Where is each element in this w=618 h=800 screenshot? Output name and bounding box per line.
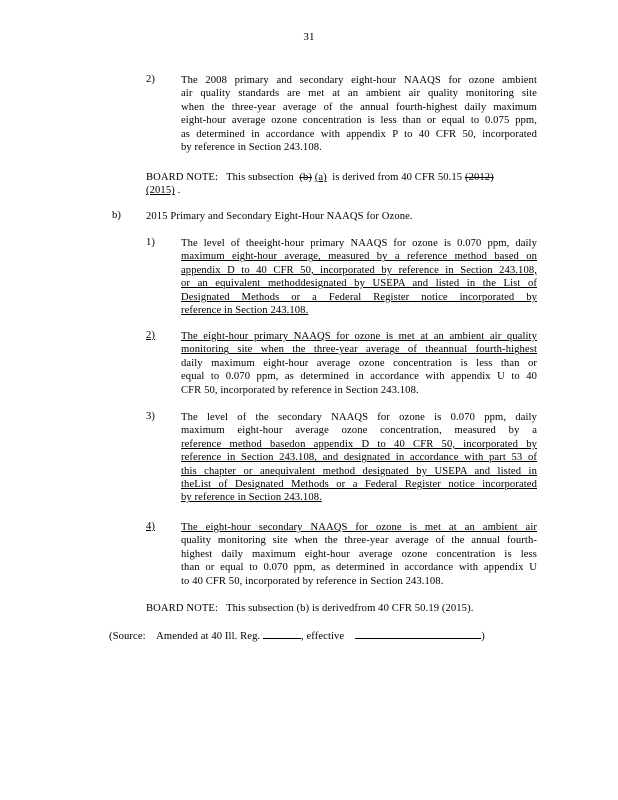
effective-date-blank: [355, 629, 481, 639]
board-note-line: [146, 602, 473, 615]
inserted-text-line: monitoring site when the three-year average of theannual fourth-highest: [181, 344, 537, 356]
board-note-line: [146, 184, 536, 197]
text-line: air quality standards are met at an ambient air quality monitoring site: [181, 88, 537, 100]
deleted-year: (2012): [464, 172, 494, 183]
item-number: 1): [146, 237, 156, 248]
item-number: 2): [146, 330, 156, 341]
inserted-reference: (a): [314, 172, 327, 183]
board-note-line: [146, 171, 536, 184]
text-line: as determined in accordance with appendix P to 40 CFR 50, incorporated: [181, 128, 537, 140]
text-line: eight-hour average ozone concentration is less than or equal to 0.075 ppm,: [181, 115, 537, 127]
text-line: by reference in Section 243.108.: [181, 142, 322, 154]
register-blank: [263, 629, 301, 639]
text-line: highest daily maximum eight-hour average ozone concentration is less: [181, 548, 537, 560]
text-line: quality monitoring site when the three-year average of the annual fourth-: [181, 535, 537, 547]
board-note-text: This subsection: [226, 172, 294, 183]
inserted-text-line: or an equivalent methoddesignated by USEPA and listed in the List of: [181, 278, 537, 290]
inserted-text-line: The eight-hour primary NAAQS for ozone is met at an ambient air quality: [181, 331, 537, 342]
b1-paragraph: [181, 237, 537, 317]
board-note-label: BOARD NOTE:: [146, 172, 219, 183]
board-note-label: BOARD NOTE:: [146, 603, 219, 614]
text-line: daily maximum eight-hour average ozone concentration is less than or: [181, 357, 537, 369]
source-effective: , effective: [300, 631, 345, 642]
inserted-text-line: by reference in Section 243.108.: [181, 492, 322, 504]
deleted-reference: (b): [299, 172, 312, 183]
text-line: equal to 0.070 ppm, as determined in accordance with appendix U to 40: [181, 371, 537, 383]
text-line: to 40 CFR 50, incorporated by reference in Section 243.108.: [181, 575, 444, 587]
inserted-text-line: reference in Section 243.108.: [181, 305, 309, 317]
item-number: 3): [146, 411, 156, 422]
inserted-text-line: maximum eight-hour average, measured by a reference method based on: [181, 251, 537, 263]
section-letter: b): [112, 210, 122, 221]
source-open: (Source:: [109, 631, 146, 642]
text-line: The level of theeight-hour primary NAAQS for ozone is 0.070 ppm, daily: [181, 238, 537, 249]
inserted-text-line: reference method basedon appendix D to 40 CFR 50, incorporated by: [181, 438, 537, 450]
item-number: 2): [146, 74, 156, 85]
board-note-text: is derived from 40 CFR 50.15: [332, 172, 463, 183]
source-amended: Amended at 40 Ill. Reg.: [156, 631, 261, 642]
text-line: than or equal to 0.070 ppm, as determined in accordance with appendix U: [181, 562, 537, 574]
inserted-year: (2015): [146, 185, 175, 197]
page-number: 31: [303, 31, 315, 43]
board-note-a: [146, 171, 536, 198]
text-line: The level of the secondary NAAQS for ozone is 0.070 ppm, daily: [181, 412, 537, 423]
inserted-text-line: Designated Methods or a Federal Register notice incorporated by: [181, 291, 537, 303]
b4-paragraph: [181, 521, 537, 588]
text-line: maximum eight-hour average ozone concentration, measured by a: [181, 425, 537, 437]
item-2-paragraph: [181, 74, 537, 154]
text-line: when the three-year average of the annual fourth-highest daily maximum: [181, 101, 537, 113]
board-note-end: .: [177, 185, 181, 197]
section-title: 2015 Primary and Secondary Eight-Hour NAAQS for Ozone.: [146, 211, 413, 222]
b3-paragraph: [181, 411, 537, 505]
inserted-text-line: appendix D to 40 CFR 50, incorporated by reference in Section 243.108,: [181, 264, 537, 276]
text-line: CFR 50, incorporated by reference in Section 243.108.: [181, 384, 419, 396]
inserted-text-line: reference in Section 243.108, and designated in accordance with part 53 of: [181, 452, 537, 464]
item-number: 4): [146, 521, 156, 532]
text-line: The 2008 primary and secondary eight-hour NAAQS for ozone ambient: [181, 75, 537, 86]
source-line: [109, 629, 485, 643]
board-note-text: This subsection (b) is derivedfrom 40 CFR 50.19 (2015).: [226, 603, 474, 614]
inserted-text-line: The eight-hour secondary NAAQS for ozone is met at an ambient air: [181, 522, 537, 533]
inserted-text-line: theList of Designated Methods or a Federal Register notice incorporated: [181, 479, 537, 491]
b2-paragraph: [181, 330, 537, 397]
board-note-b: [146, 602, 473, 615]
inserted-text-line: this chapter or anequivalent method designated by USEPA and listed in: [181, 465, 537, 477]
source-close: ): [481, 631, 485, 642]
